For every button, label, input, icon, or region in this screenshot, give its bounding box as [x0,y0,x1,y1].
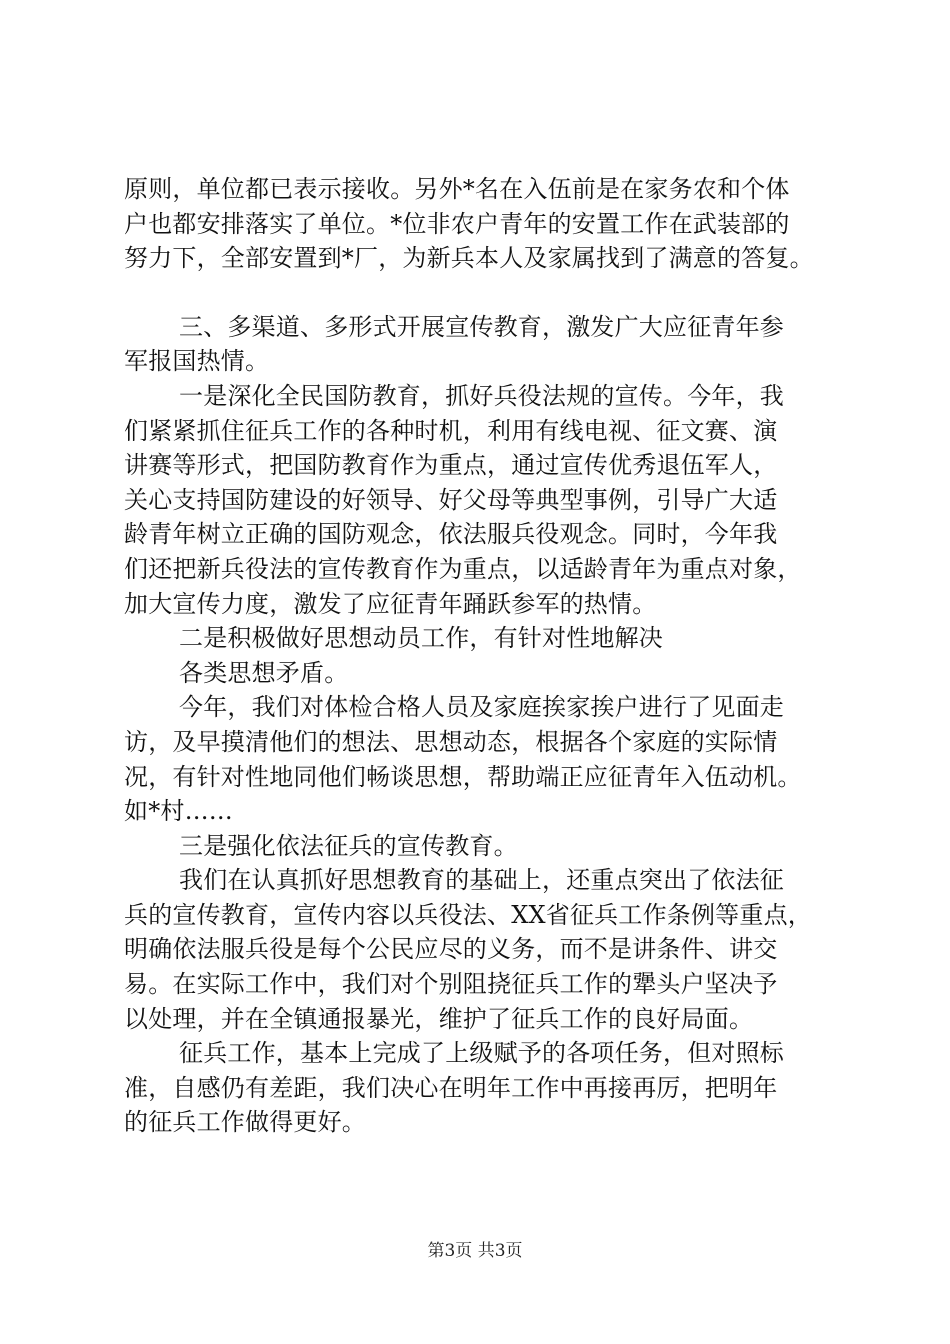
text-line: 访，及早摸清他们的想法、思想动态，根据各个家庭的实际情 [124,727,778,756]
text-line: 的征兵工作做得更好。 [124,1108,366,1137]
paragraph-gap [124,276,844,310]
section-heading: 三、多渠道、多形式开展宣传教育，激发广大应征青年参 [179,312,784,341]
text-line: 户也都安排落实了单位。*位非农户青年的安置工作在武装部的 [124,209,790,238]
text-line: 们还把新兵役法的宣传教育作为重点，以适龄青年为重点对象， [124,554,802,583]
text-line: 如*村…… [124,797,233,826]
text-line: 征兵工作，基本上完成了上级赋予的各项任务，但对照标 [179,1039,784,1068]
text-line: 以处理，并在全镇通报暴光，维护了征兵工作的良好局面。 [124,1004,754,1033]
text-line: 龄青年树立正确的国防观念，依法服兵役观念。同时，今年我 [124,520,778,549]
text-line: 明确依法服兵役是每个公民应尽的义务，而不是讲条件、讲交 [124,935,778,964]
text-line: 准，自感仍有差距，我们决心在明年工作中再接再厉，把明年 [124,1073,778,1102]
text-line: 关心支持国防建设的好领导、好父母等典型事例，引导广大适 [124,485,778,514]
text-line: 讲赛等形式，把国防教育作为重点，通过宣传优秀退伍军人， [124,451,778,480]
text-line: 兵的宣传教育，宣传内容以兵役法、XX省征兵工作条例等重点， [124,900,812,929]
text-line: 今年，我们对体检合格人员及家庭挨家挨户进行了见面走 [179,693,784,722]
text-line: 加大宣传力度，激发了应征青年踊跃参军的热情。 [124,589,657,618]
text-line: 们紧紧抓住征兵工作的各种时机，利用有线电视、征文赛、演 [124,416,778,445]
text-line: 易。在实际工作中，我们对个别阻挠征兵工作的犟头户坚决予 [124,970,778,999]
text-line: 我们在认真抓好思想教育的基础上，还重点突出了依法征 [179,866,784,895]
text-line: 二是积极做好思想动员工作，有针对性地解决 [179,624,663,653]
page-footer [0,1240,950,1262]
text-line: 原则，单位都已表示接收。另外*名在入伍前是在家务农和个体 [124,175,790,203]
text-line: 努力下，全部安置到*厂，为新兵本人及家属找到了满意的答复。 [124,244,814,273]
text-line: 各类思想矛盾。 [179,658,349,687]
page-number-label: 第3页 共3页 [427,1241,523,1261]
text-line: 一是深化全民国防教育，抓好兵役法规的宣传。今年，我 [179,381,784,410]
document-body [124,172,844,1140]
text-line: 三是强化依法征兵的宣传教育。 [179,831,518,860]
section-heading-continued: 军报国热情。 [124,347,270,376]
text-line: 况，有针对性地同他们畅谈思想，帮助端正应征青年入伍动机。 [124,762,802,791]
